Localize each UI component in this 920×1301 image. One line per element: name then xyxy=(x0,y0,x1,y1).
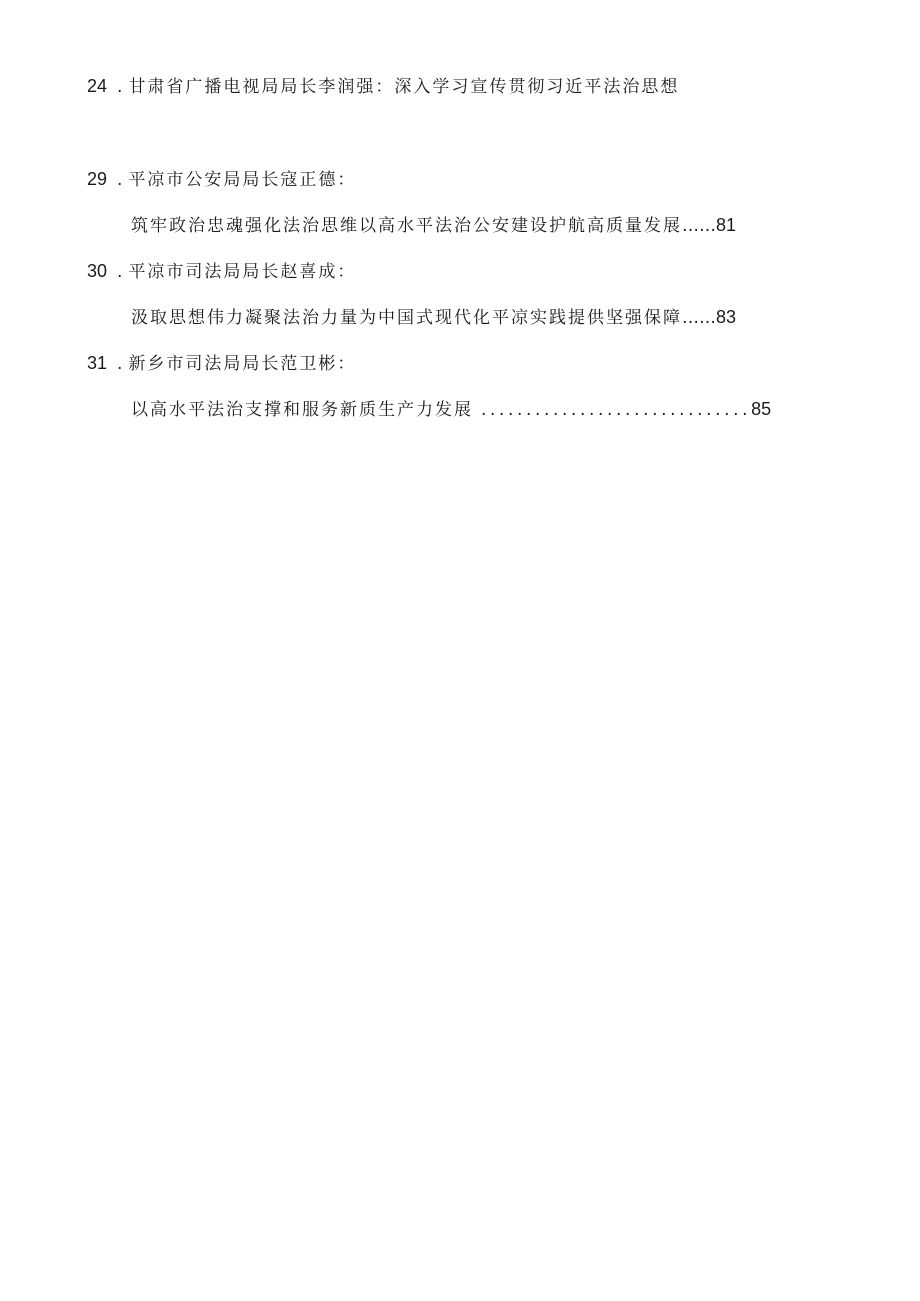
entry-number: 24 xyxy=(87,76,108,96)
entry-heading: 平凉市司法局局长赵喜成： xyxy=(128,262,357,282)
toc-entry-24[interactable] xyxy=(87,74,679,99)
entry-number: 30 xyxy=(87,261,108,281)
entry-separator: . xyxy=(117,170,123,190)
entry-heading: 甘肃省广播电视局局长李润强：深入学习宣传贯彻习近平法治思想 xyxy=(128,77,680,97)
entry-heading: 新乡市司法局局长范卫彬： xyxy=(128,354,357,374)
entry-separator: . xyxy=(117,262,123,282)
entry-leader: …… xyxy=(682,216,716,236)
entry-page-number: 85 xyxy=(751,399,772,419)
toc-entry-30[interactable] xyxy=(87,259,356,284)
entry-separator: . xyxy=(117,77,123,97)
entry-separator: . xyxy=(117,354,123,374)
toc-entry-30-title[interactable] xyxy=(131,305,736,330)
toc-entry-29[interactable] xyxy=(87,167,356,192)
entry-number: 29 xyxy=(87,169,108,189)
entry-subtitle: 筑牢政治忠魂强化法治思维以高水平法治公安建设护航高质量发展 xyxy=(131,216,682,236)
toc-entry-31[interactable] xyxy=(87,351,356,376)
entry-heading: 平凉市公安局局长寇正德： xyxy=(128,170,357,190)
entry-subtitle: 汲取思想伟力凝聚法治力量为中国式现代化平凉实践提供坚强保障 xyxy=(131,308,682,328)
entry-page-number: 81 xyxy=(716,215,737,235)
entry-page-number: 83 xyxy=(716,307,737,327)
toc-entry-29-title[interactable] xyxy=(131,213,736,238)
entry-subtitle: 以高水平法治支撑和服务新质生产力发展 xyxy=(131,400,473,420)
toc-entry-31-title[interactable] xyxy=(131,397,771,422)
entry-leader: .............................. xyxy=(481,400,752,420)
entry-leader: …… xyxy=(682,308,716,328)
entry-number: 31 xyxy=(87,353,108,373)
